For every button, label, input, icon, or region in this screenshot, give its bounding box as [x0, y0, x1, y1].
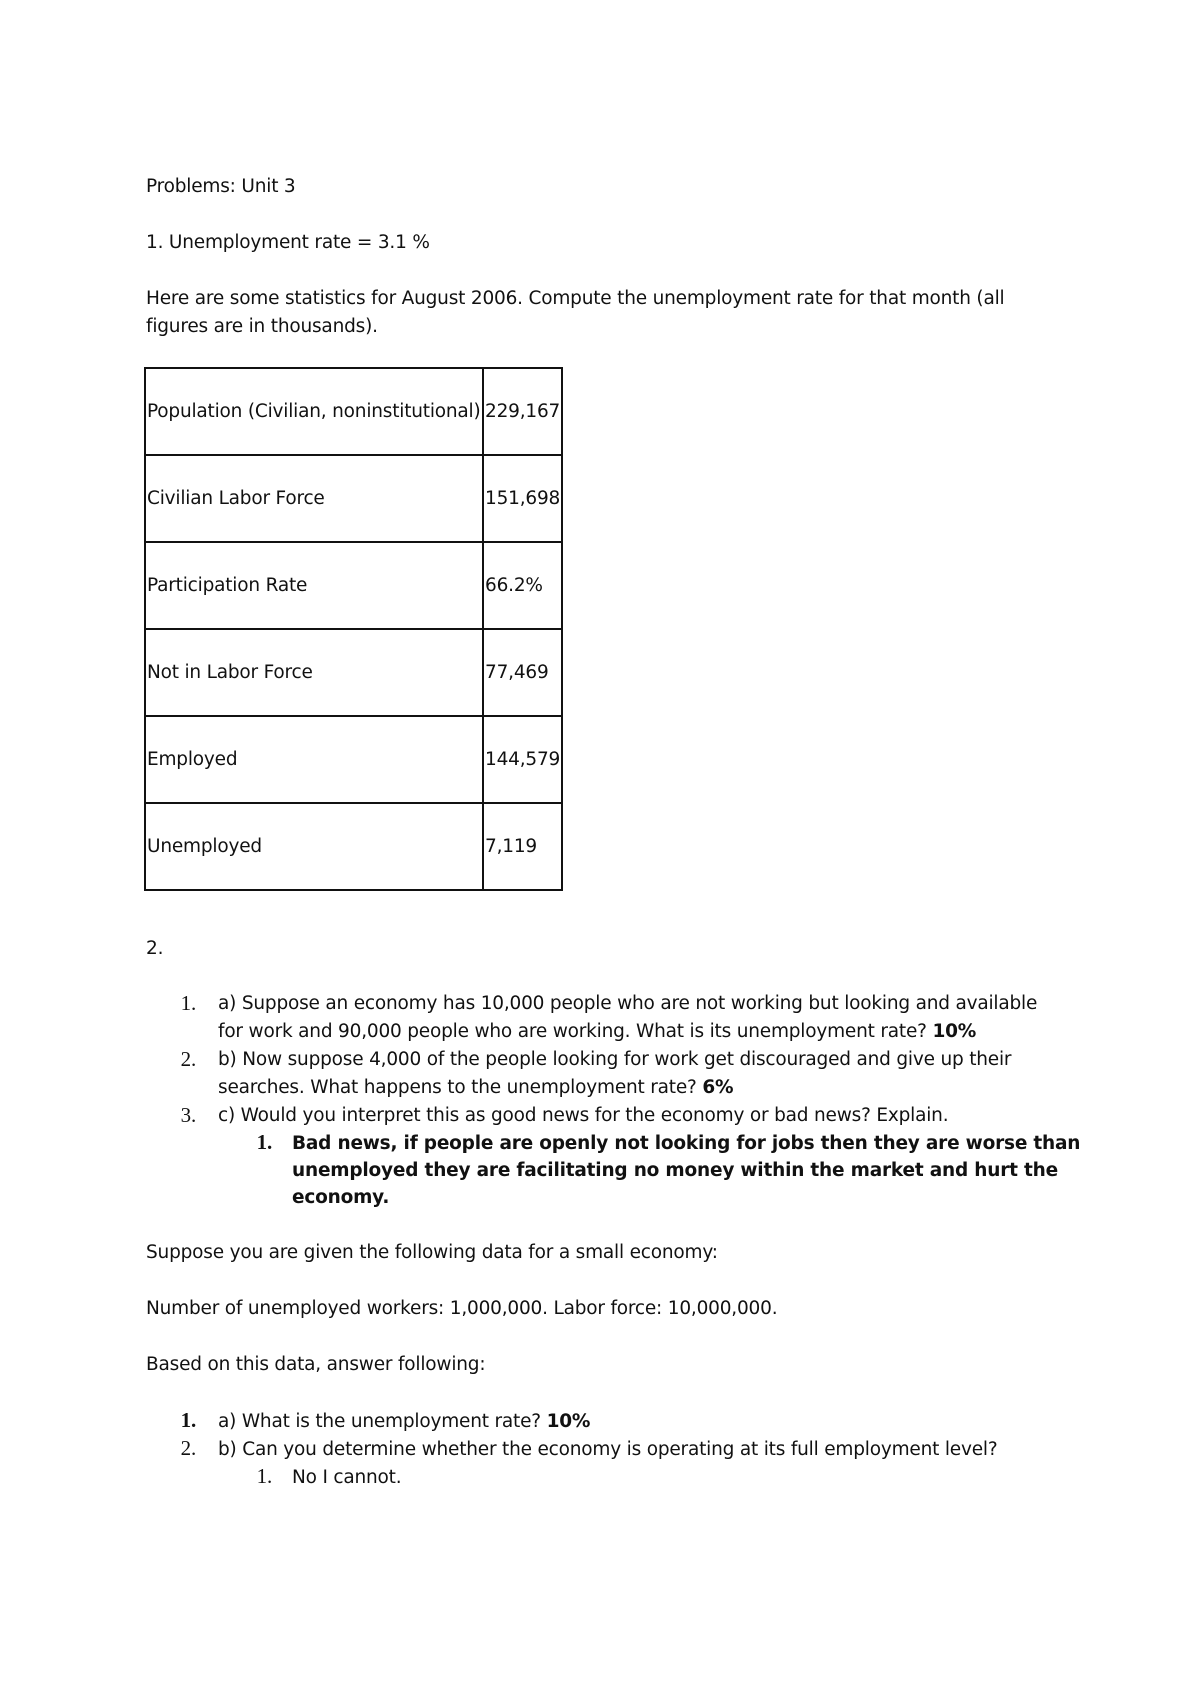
list-number: 2.: [180, 1436, 196, 1460]
list-number: 2.: [180, 1047, 196, 1071]
table-row: [145, 629, 562, 716]
q2a-line-2: [218, 1021, 976, 1042]
q3b-answer: No I cannot.: [292, 1467, 402, 1488]
q3a-answer: 10%: [546, 1411, 591, 1432]
table-cell-value: 229,167: [483, 368, 562, 455]
table-row: [145, 542, 562, 629]
q2c-answer-line-1: Bad news, if people are openly not looking for jobs then they are worse than: [292, 1133, 1081, 1154]
table-cell-value: 7,119: [483, 803, 562, 890]
q3-prompt: Based on this data, answer following:: [146, 1354, 486, 1375]
table-cell-label: Civilian Labor Force: [145, 455, 483, 542]
q2b-question: searches. What happens to the unemployment rate?: [218, 1077, 703, 1098]
list-number: 3.: [180, 1103, 196, 1127]
q2b-answer: 6%: [702, 1077, 734, 1098]
table-cell-label: Unemployed: [145, 803, 483, 890]
table-row: [145, 716, 562, 803]
table-row: [145, 368, 562, 455]
table-cell-value: 66.2%: [483, 542, 562, 629]
q2-number: 2.: [146, 938, 164, 959]
q2a-answer: 10%: [932, 1021, 977, 1042]
table-row: [145, 455, 562, 542]
q3-data-line: Number of unemployed workers: 1,000,000. Labor force: 10,000,000.: [146, 1298, 778, 1319]
q3a-line: [218, 1411, 590, 1432]
table-cell-label: Population (Civilian, noninstitutional): [145, 368, 483, 455]
page-heading: Problems: Unit 3: [146, 176, 296, 197]
q3b-line: b) Can you determine whether the economy is operating at its full employment level?: [218, 1439, 998, 1460]
table-row: [145, 803, 562, 890]
table-cell-label: Not in Labor Force: [145, 629, 483, 716]
q2b-line-2: [218, 1077, 733, 1098]
list-number: 1.: [256, 1464, 272, 1488]
list-number: 1.: [180, 1408, 196, 1432]
q2b-line-1: b) Now suppose 4,000 of the people looking for work get discouraged and give up their: [218, 1049, 1012, 1070]
table-cell-value: 144,579: [483, 716, 562, 803]
table-cell-value: 77,469: [483, 629, 562, 716]
labor-statistics-table: [144, 367, 563, 891]
table-cell-label: Employed: [145, 716, 483, 803]
q1-intro-line-1: Here are some statistics for August 2006. Compute the unemployment rate for that month (all: [146, 288, 1005, 309]
table-cell-label: Participation Rate: [145, 542, 483, 629]
q2a-line-1: a) Suppose an economy has 10,000 people who are not working but looking and available: [218, 993, 1038, 1014]
q2a-question: for work and 90,000 people who are working. What is its unemployment rate?: [218, 1021, 933, 1042]
q3a-question: a) What is the unemployment rate?: [218, 1411, 547, 1432]
q1-intro-line-2: figures are in thousands).: [146, 316, 378, 337]
table-cell-value: 151,698: [483, 455, 562, 542]
q1-answer-line: 1. Unemployment rate = 3.1 %: [146, 232, 430, 253]
list-number: 1.: [180, 991, 196, 1015]
q2c-answer-line-2: unemployed they are facilitating no money within the market and hurt the: [292, 1160, 1058, 1181]
list-number: 1.: [256, 1130, 272, 1154]
q2c-answer-line-3: economy.: [292, 1187, 390, 1208]
q2c-line-1: c) Would you interpret this as good news for the economy or bad news? Explain.: [218, 1105, 949, 1126]
q3-intro: Suppose you are given the following data for a small economy:: [146, 1242, 718, 1263]
